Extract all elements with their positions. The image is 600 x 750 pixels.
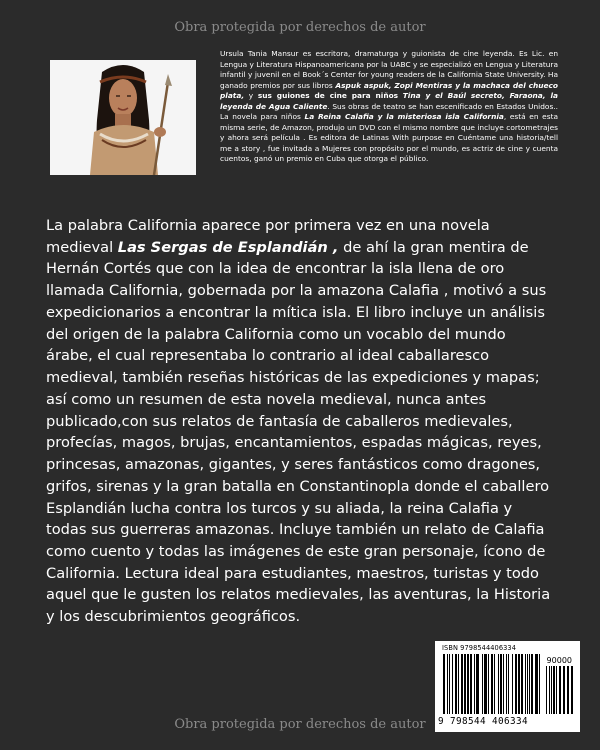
watermark-bottom: Obra protegida por derechos de autor xyxy=(174,717,426,732)
author-photo xyxy=(50,60,196,175)
watermark-top: Obra protegida por derechos de autor xyxy=(174,20,426,35)
author-bio: Ursula Tania Mansur es escritora, dramaturga y guionista de cine leyenda. Es Lic. en Lengua y Literatura Hispanoamericana por la UABC y se especializó en Lengua y Literatura infantil y juvenil en el Book´s Center for young readers de la California State University. Ha ganado premios por sus libros Aspuk aspuk, Zopi Mentiras y la machaca del chueco plata, y sus guiones de cine para niños Tina y el Baúl secreto, Faraona, la leyenda de Agua Caliente. Sus obras de teatro se han escenificado en Estados Unidos.. La novela para niños La Reina Calafia y la misteriosa isla California, está en esta misma serie, de Amazon, produjo un DVD con el mismo nombre que incluye cortometrajes y ahora será película . Es editora de Latinas With purpose en Cuéntame una historia/tell me a story , fue invitada a Mujeres con propósito por el mundo, es actriz de cine y cuenta cuentos, ganó un premio en Cuba que otorga el público. xyxy=(220,49,559,164)
book-description: La palabra California aparece por primera vez en una novela medieval Las Sergas de Esplandián , de ahí la gran mentira de Hernán Cortés que con la idea de encontrar la isla llena de oro llamada California, gobernada por la amazona Calafia , motivó a sus expedicionarios a encontrar la mítica isla. El libro incluye un análisis del origen de la palabra California como un vocablo del mundo árabe, el cual representaba lo contrario al ideal caballaresco medieval, también reseñas históricas de las expediciones y mapas; así como un resumen de esta novela medieval, nunca antes publicado,con sus relatos de fantasía de caballeros medievales, profecías, magos, brujas, encantamientos, espadas mágicas, reyes, princesas, amazonas, gigantes, y seres fantásticos como dragones, grifos, sirenas y la gran batalla en Constantinopla donde el caballero Esplandián lucha contra los turcos y su aliada, la reina Calafia y todas sus guerreras amazonas. Incluye también un relato de Calafia como cuento y todas las imágenes de este gran personaje, ícono de California. Lectura ideal para estudiantes, maestros, turistas y todo aquel que le gusten los relatos medievales, las aventuras, la Historia y los descubrimientos geográficos. xyxy=(46,217,551,626)
price-code: 90000 xyxy=(546,656,572,665)
barcode-digits: 9 798544 406334 xyxy=(438,716,528,727)
novel-title: Las Sergas de Esplandián , xyxy=(117,238,339,256)
isbn-text: ISBN 9798544406334 xyxy=(442,644,517,652)
